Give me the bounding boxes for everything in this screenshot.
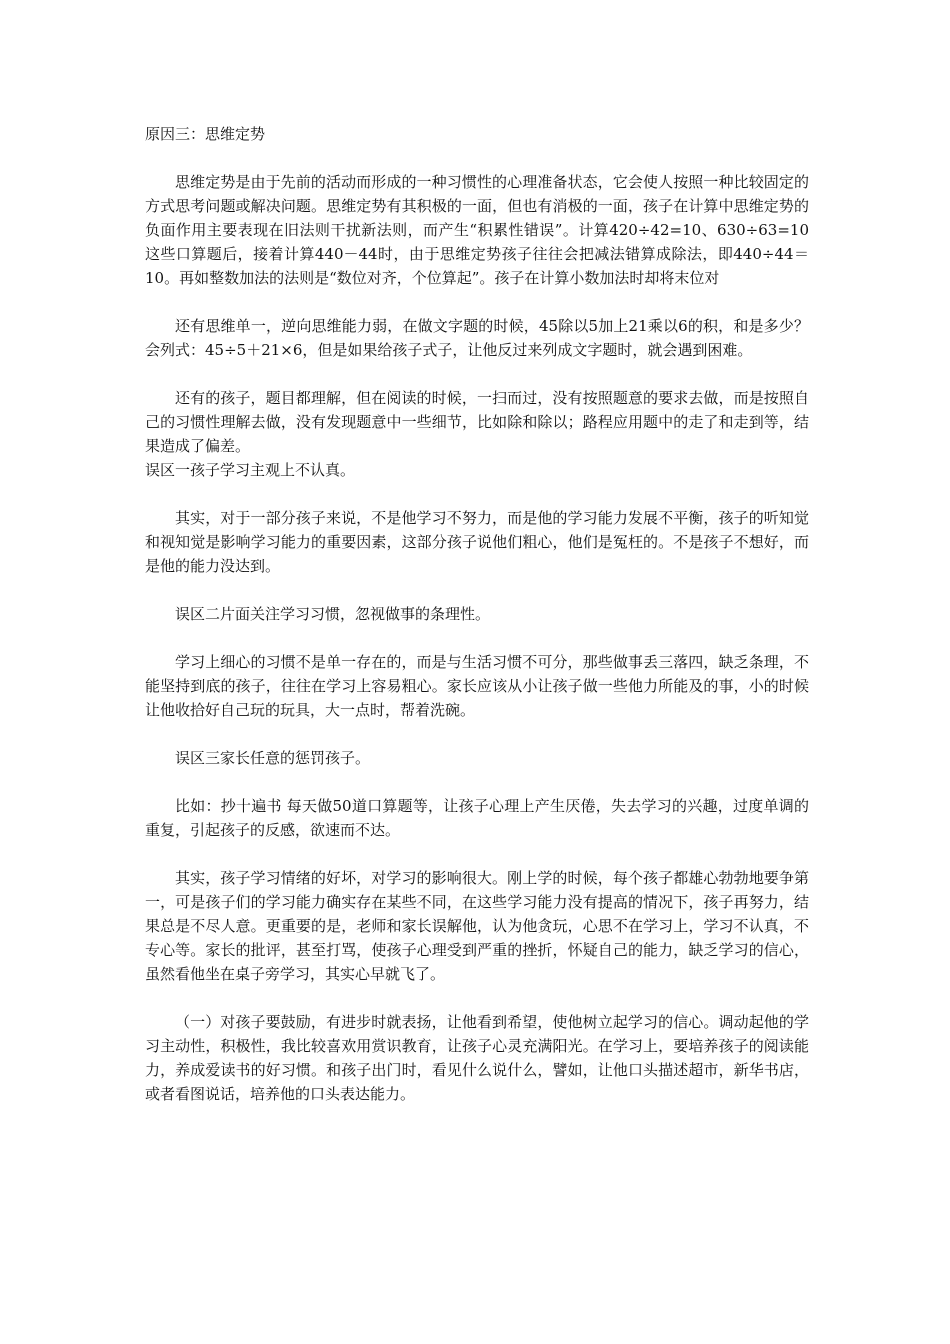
misconception-three-heading: 误区三家长任意的惩罚孩子。 [175,749,371,767]
paragraph-habits: 学习上细心的习惯不是单一存在的，而是与生活习惯不可分，那些做事丢三落四，缺乏条理，不能坚持到底的孩子，往往在学习上容易粗心。家长应该从小让孩子做一些他力所能及的事，小的时候让他收拾好自己玩的玩具，大一点时，帮着洗碗。 [145,653,809,719]
paragraph-single-thinking: 还有思维单一，逆向思维能力弱，在做文字题的时候，45除以5加上21乘以6的积，和是多少？会列式：45÷5＋21×6，但是如果给孩子式子，让他反过来列成文字题时，就会遇到困难。 [145,317,809,359]
misconception-two-heading: 误区二片面关注学习习惯，忽视做事的条理性。 [175,605,491,623]
paragraph-careless-reading: 还有的孩子，题目都理解，但在阅读的时候，一扫而过，没有按照题意的要求去做，而是按照自己的习惯性理解去做，没有发现题意中一些细节，比如除和除以；路程应用题中的走了和走到等，结果造成了偏差。 [145,389,809,455]
paragraph-encouragement: （一）对孩子要鼓励，有进步时就表扬，让他看到希望，使他树立起学习的信心。调动起他的学习主动性，积极性，我比较喜欢用赏识教育，让孩子心灵充满阳光。在学习上，要培养孩子的阅读能力，养成爱读书的好习惯。和孩子出门时，看见什么说什么，譬如，让他口头描述超市，新华书店，或者看图说话，培养他的口头表达能力。 [145,1013,809,1103]
section-heading: 原因三：思维定势 [145,125,266,143]
document-body [145,122,809,1130]
paragraph-learning-emotion: 其实，孩子学习情绪的好坏，对学习的影响很大。刚上学的时候，每个孩子都雄心勃勃地要争第一，可是孩子们的学习能力确实存在某些不同，在这些学习能力没有提高的情况下，孩子再努力，结果总是不尽人意。更重要的是，老师和家长误解他，认为他贪玩，心思不在学习上，学习不认真，不专心等。家长的批评，甚至打骂，使孩子心理受到严重的挫折，怀疑自己的能力，缺乏学习的信心，虽然看他坐在桌子旁学习，其实心早就飞了。 [145,869,809,983]
paragraph-learning-ability: 其实，对于一部分孩子来说，不是他学习不努力，而是他的学习能力发展不平衡，孩子的听知觉和视知觉是影响学习能力的重要因素，这部分孩子说他们粗心，他们是冤枉的。不是孩子不想好，而是他的能力没达到。 [145,509,809,575]
paragraph-punishment-example: 比如：抄十遍书 每天做50道口算题等，让孩子心理上产生厌倦，失去学习的兴趣，过度单调的重复，引起孩子的反感，欲速而不达。 [145,797,809,839]
paragraph-thinking-set: 思维定势是由于先前的活动而形成的一种习惯性的心理准备状态，它会使人按照一种比较固定的方式思考问题或解决问题。思维定势有其积极的一面，但也有消极的一面，孩子在计算中思维定势的负面作用主要表现在旧法则干扰新法则，而产生“积累性错误”。计算420÷42=10、630÷63=10这些口算题后，接着计算440－44时，由于思维定势孩子往往会把减法错算成除法，即440÷44＝10。再如整数加法的法则是“数位对齐，个位算起”。孩子在计算小数加法时却将末位对 [145,173,809,287]
misconception-one-heading: 误区一孩子学习主观上不认真。 [145,461,356,479]
